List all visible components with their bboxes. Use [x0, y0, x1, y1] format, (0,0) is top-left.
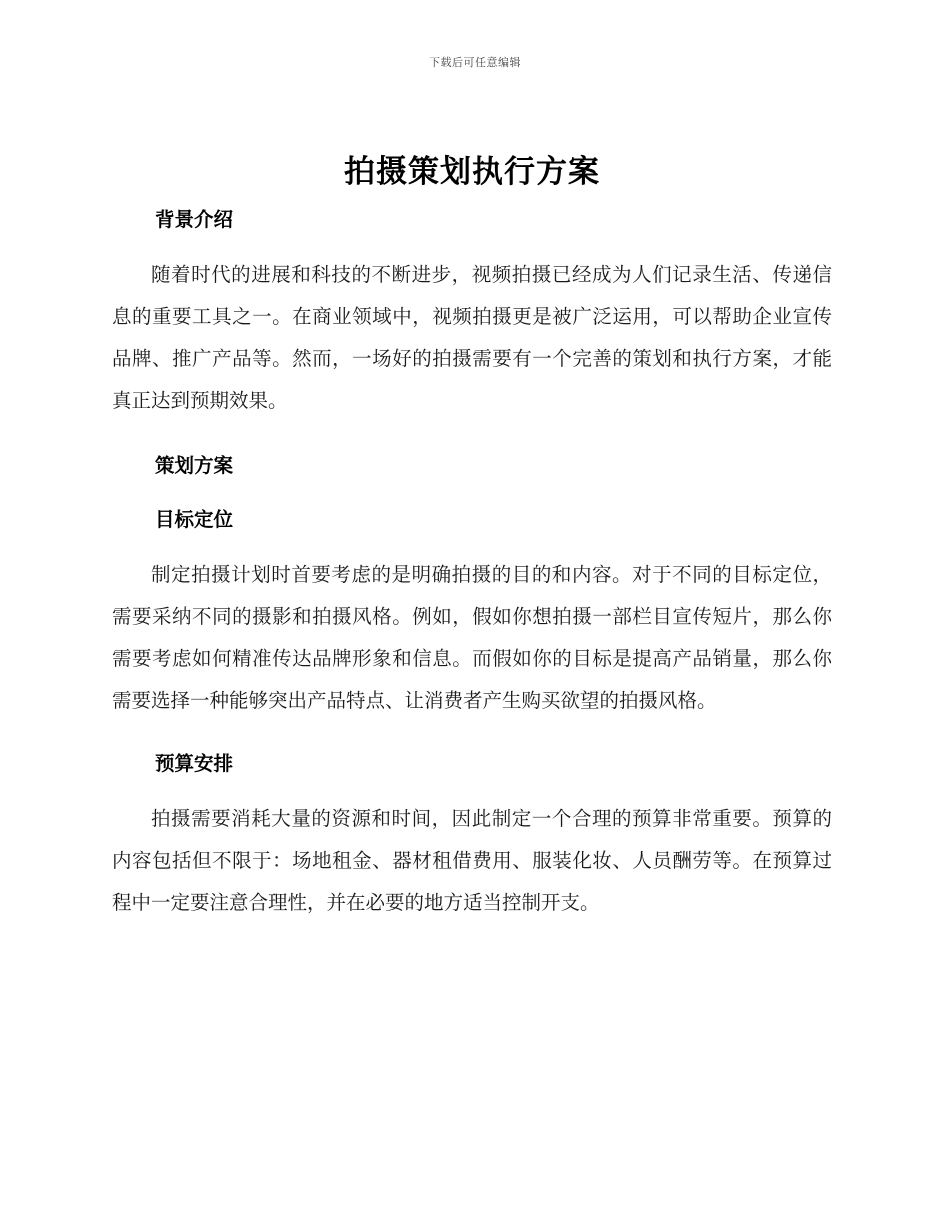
document-body — [112, 148, 832, 924]
header-note: 下载后可任意编辑 — [429, 56, 521, 69]
paragraph-background: 随着时代的进展和科技的不断进步，视频拍摄已经成为人们记录生活、传递信息的重要工具之一。在商业领域中，视频拍摄更是被广泛运用，可以帮助企业宣传品牌、推广产品等。然而，一场好的拍摄需要有一个完善的策划和执行方案，才能真正达到预期效果。 — [112, 263, 832, 412]
section-heading-background: 背景介绍 — [155, 208, 234, 231]
section-heading-target: 目标定位 — [155, 508, 234, 531]
document-title: 拍摄策划执行方案 — [344, 154, 600, 190]
paragraph-target: 制定拍摄计划时首要考虑的是明确拍摄的目的和内容。对于不同的目标定位，需要采纳不同的摄影和拍摄风格。例如，假如你想拍摄一部栏目宣传短片，那么你需要考虑如何精准传达品牌形象和信息。而假如你的目标是提高产品销量，那么你需要选择一种能够突出产品特点、让消费者产生购买欲望的拍摄风格。 — [112, 563, 832, 712]
paragraph-budget: 拍摄需要消耗大量的资源和时间，因此制定一个合理的预算非常重要。预算的内容包括但不限于：场地租金、器材租借费用、服装化妆、人员酬劳等。在预算过程中一定要注意合理性，并在必要的地方适当控制开支。 — [112, 807, 832, 914]
section-heading-budget: 预算安排 — [155, 752, 234, 775]
section-heading-plan: 策划方案 — [155, 454, 234, 477]
